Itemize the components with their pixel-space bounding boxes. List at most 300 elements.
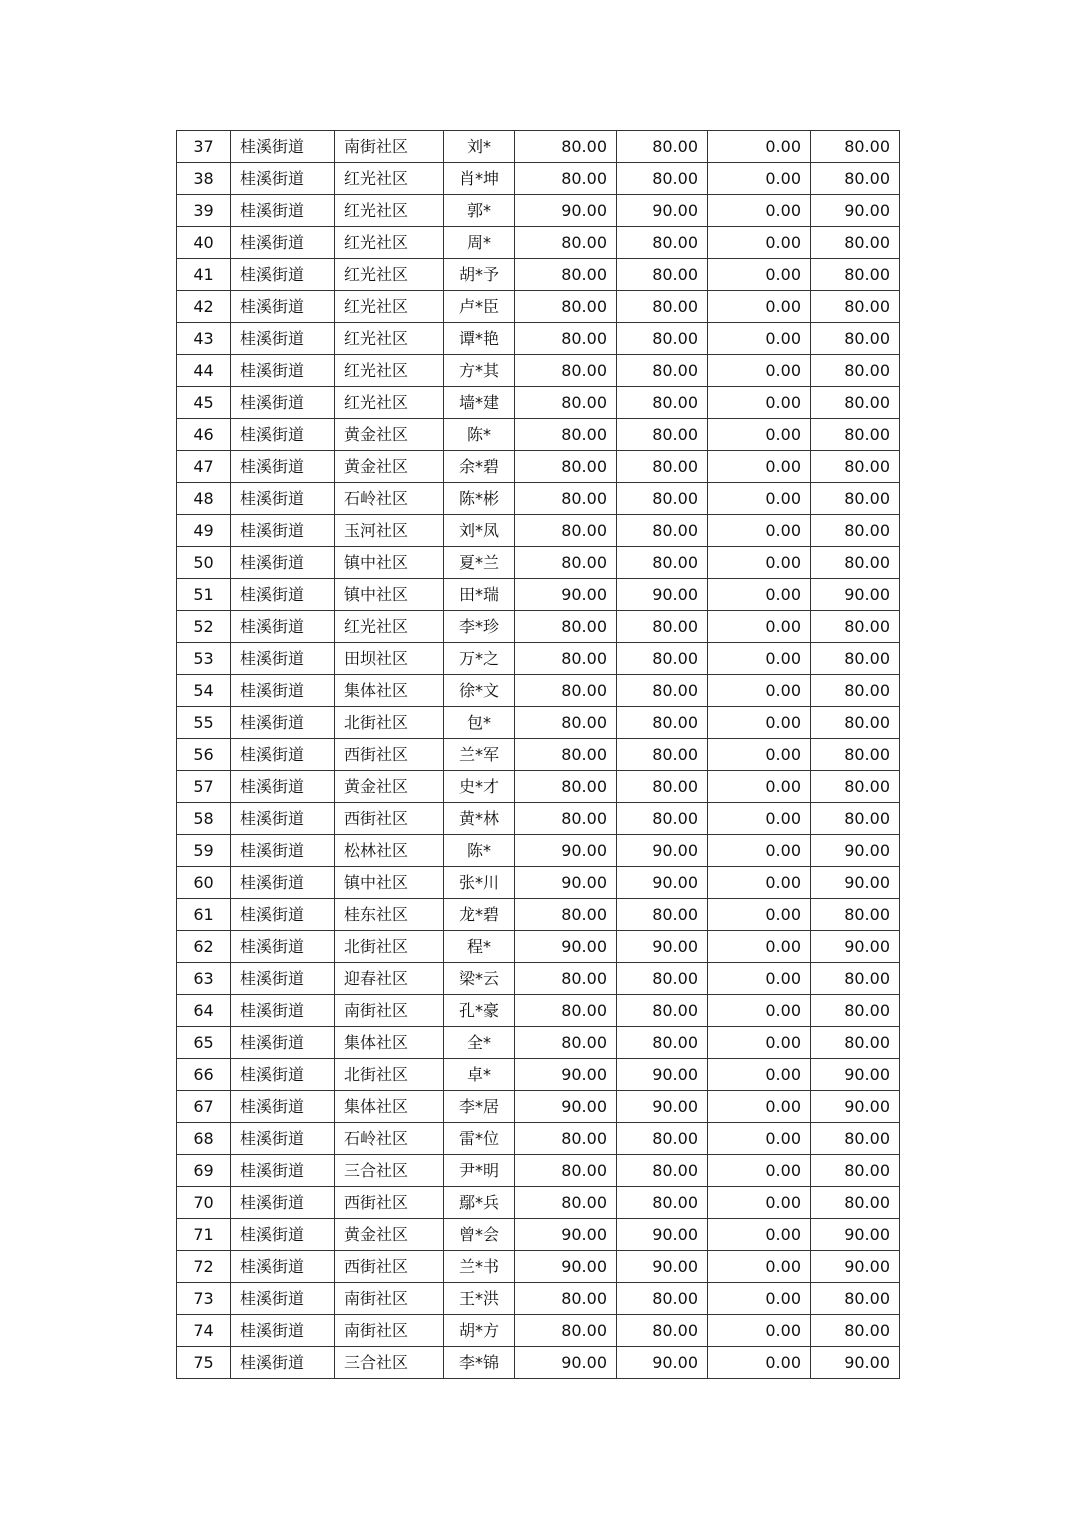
row-number-cell: 72 xyxy=(177,1251,231,1283)
row-number-cell: 65 xyxy=(177,1027,231,1059)
community-cell: 红光社区 xyxy=(335,291,444,323)
amount-cell-3: 0.00 xyxy=(708,259,811,291)
street-cell: 桂溪街道 xyxy=(231,163,335,195)
name-cell: 郭* xyxy=(444,195,515,227)
amount-cell-1: 80.00 xyxy=(515,547,617,579)
street-cell: 桂溪街道 xyxy=(231,1123,335,1155)
amount-cell-2: 90.00 xyxy=(617,195,708,227)
community-cell: 迎春社区 xyxy=(335,963,444,995)
amount-cell-4: 80.00 xyxy=(811,1027,900,1059)
name-cell: 余*碧 xyxy=(444,451,515,483)
amount-cell-1: 80.00 xyxy=(515,515,617,547)
community-cell: 南街社区 xyxy=(335,1283,444,1315)
row-number-cell: 71 xyxy=(177,1219,231,1251)
name-cell: 陈* xyxy=(444,419,515,451)
name-cell: 曾*会 xyxy=(444,1219,515,1251)
community-cell: 桂东社区 xyxy=(335,899,444,931)
amount-cell-3: 0.00 xyxy=(708,1187,811,1219)
row-number-cell: 47 xyxy=(177,451,231,483)
street-cell: 桂溪街道 xyxy=(231,1091,335,1123)
amount-cell-3: 0.00 xyxy=(708,1123,811,1155)
amount-cell-2: 80.00 xyxy=(617,611,708,643)
name-cell: 徐*文 xyxy=(444,675,515,707)
row-number-cell: 41 xyxy=(177,259,231,291)
name-cell: 周* xyxy=(444,227,515,259)
name-cell: 张*川 xyxy=(444,867,515,899)
amount-cell-1: 80.00 xyxy=(515,227,617,259)
amount-cell-3: 0.00 xyxy=(708,323,811,355)
street-cell: 桂溪街道 xyxy=(231,547,335,579)
amount-cell-1: 80.00 xyxy=(515,163,617,195)
name-cell: 龙*碧 xyxy=(444,899,515,931)
row-number-cell: 59 xyxy=(177,835,231,867)
amount-cell-4: 80.00 xyxy=(811,803,900,835)
amount-cell-4: 80.00 xyxy=(811,1187,900,1219)
amount-cell-3: 0.00 xyxy=(708,867,811,899)
street-cell: 桂溪街道 xyxy=(231,707,335,739)
street-cell: 桂溪街道 xyxy=(231,419,335,451)
table-row xyxy=(177,483,900,515)
row-number-cell: 64 xyxy=(177,995,231,1027)
street-cell: 桂溪街道 xyxy=(231,1219,335,1251)
name-cell: 兰*军 xyxy=(444,739,515,771)
amount-cell-2: 90.00 xyxy=(617,1251,708,1283)
amount-cell-2: 80.00 xyxy=(617,131,708,163)
street-cell: 桂溪街道 xyxy=(231,739,335,771)
community-cell: 镇中社区 xyxy=(335,579,444,611)
table-row xyxy=(177,867,900,899)
amount-cell-3: 0.00 xyxy=(708,483,811,515)
name-cell: 包* xyxy=(444,707,515,739)
amount-cell-2: 90.00 xyxy=(617,1091,708,1123)
row-number-cell: 46 xyxy=(177,419,231,451)
name-cell: 雷*位 xyxy=(444,1123,515,1155)
amount-cell-1: 80.00 xyxy=(515,387,617,419)
amount-cell-4: 80.00 xyxy=(811,227,900,259)
street-cell: 桂溪街道 xyxy=(231,1283,335,1315)
row-number-cell: 67 xyxy=(177,1091,231,1123)
street-cell: 桂溪街道 xyxy=(231,899,335,931)
amount-cell-2: 80.00 xyxy=(617,387,708,419)
amount-cell-4: 90.00 xyxy=(811,195,900,227)
community-cell: 红光社区 xyxy=(335,387,444,419)
row-number-cell: 49 xyxy=(177,515,231,547)
amount-cell-3: 0.00 xyxy=(708,547,811,579)
table-row xyxy=(177,1091,900,1123)
name-cell: 夏*兰 xyxy=(444,547,515,579)
name-cell: 尹*明 xyxy=(444,1155,515,1187)
amount-cell-4: 80.00 xyxy=(811,387,900,419)
amount-cell-3: 0.00 xyxy=(708,515,811,547)
amount-cell-3: 0.00 xyxy=(708,803,811,835)
amount-cell-2: 80.00 xyxy=(617,803,708,835)
amount-cell-2: 90.00 xyxy=(617,579,708,611)
amount-cell-2: 80.00 xyxy=(617,707,708,739)
amount-cell-2: 80.00 xyxy=(617,323,708,355)
row-number-cell: 73 xyxy=(177,1283,231,1315)
row-number-cell: 39 xyxy=(177,195,231,227)
amount-cell-2: 80.00 xyxy=(617,771,708,803)
street-cell: 桂溪街道 xyxy=(231,835,335,867)
amount-cell-2: 90.00 xyxy=(617,1347,708,1379)
table-row xyxy=(177,995,900,1027)
amount-cell-1: 90.00 xyxy=(515,579,617,611)
amount-cell-3: 0.00 xyxy=(708,355,811,387)
table-row xyxy=(177,611,900,643)
amount-cell-1: 80.00 xyxy=(515,611,617,643)
amount-cell-3: 0.00 xyxy=(708,707,811,739)
amount-cell-2: 90.00 xyxy=(617,867,708,899)
amount-cell-2: 80.00 xyxy=(617,675,708,707)
amount-cell-4: 90.00 xyxy=(811,931,900,963)
amount-cell-1: 80.00 xyxy=(515,1123,617,1155)
name-cell: 孔*豪 xyxy=(444,995,515,1027)
amount-cell-1: 80.00 xyxy=(515,1283,617,1315)
table-row xyxy=(177,195,900,227)
amount-cell-1: 90.00 xyxy=(515,1347,617,1379)
name-cell: 陈*彬 xyxy=(444,483,515,515)
amount-cell-3: 0.00 xyxy=(708,163,811,195)
name-cell: 李*珍 xyxy=(444,611,515,643)
table-row xyxy=(177,1251,900,1283)
table-body xyxy=(177,131,900,1379)
amount-cell-4: 80.00 xyxy=(811,707,900,739)
table-row xyxy=(177,835,900,867)
amount-cell-2: 80.00 xyxy=(617,419,708,451)
community-cell: 红光社区 xyxy=(335,227,444,259)
amount-cell-2: 80.00 xyxy=(617,451,708,483)
amount-cell-2: 90.00 xyxy=(617,835,708,867)
amount-cell-4: 80.00 xyxy=(811,1155,900,1187)
amount-cell-2: 80.00 xyxy=(617,1187,708,1219)
street-cell: 桂溪街道 xyxy=(231,515,335,547)
amount-cell-4: 80.00 xyxy=(811,771,900,803)
amount-cell-1: 80.00 xyxy=(515,355,617,387)
table-row xyxy=(177,803,900,835)
amount-cell-4: 80.00 xyxy=(811,323,900,355)
community-cell: 集体社区 xyxy=(335,675,444,707)
street-cell: 桂溪街道 xyxy=(231,675,335,707)
community-cell: 南街社区 xyxy=(335,131,444,163)
community-cell: 西街社区 xyxy=(335,1187,444,1219)
amount-cell-2: 80.00 xyxy=(617,1315,708,1347)
row-number-cell: 43 xyxy=(177,323,231,355)
amount-cell-2: 80.00 xyxy=(617,515,708,547)
community-cell: 南街社区 xyxy=(335,1315,444,1347)
community-cell: 三合社区 xyxy=(335,1347,444,1379)
table-row xyxy=(177,163,900,195)
street-cell: 桂溪街道 xyxy=(231,195,335,227)
community-cell: 西街社区 xyxy=(335,1251,444,1283)
amount-cell-1: 90.00 xyxy=(515,1219,617,1251)
amount-cell-3: 0.00 xyxy=(708,1315,811,1347)
amount-cell-1: 80.00 xyxy=(515,963,617,995)
street-cell: 桂溪街道 xyxy=(231,1187,335,1219)
amount-cell-4: 90.00 xyxy=(811,867,900,899)
name-cell: 黄*林 xyxy=(444,803,515,835)
name-cell: 刘*凤 xyxy=(444,515,515,547)
community-cell: 红光社区 xyxy=(335,195,444,227)
amount-cell-3: 0.00 xyxy=(708,419,811,451)
amount-cell-2: 80.00 xyxy=(617,163,708,195)
amount-cell-4: 90.00 xyxy=(811,1059,900,1091)
amount-cell-3: 0.00 xyxy=(708,579,811,611)
table-row xyxy=(177,1155,900,1187)
amount-cell-1: 90.00 xyxy=(515,1251,617,1283)
street-cell: 桂溪街道 xyxy=(231,483,335,515)
amount-cell-1: 80.00 xyxy=(515,771,617,803)
amount-cell-1: 90.00 xyxy=(515,867,617,899)
amount-cell-3: 0.00 xyxy=(708,835,811,867)
table-row xyxy=(177,259,900,291)
amount-cell-2: 90.00 xyxy=(617,1059,708,1091)
amount-cell-3: 0.00 xyxy=(708,771,811,803)
amount-cell-4: 80.00 xyxy=(811,1283,900,1315)
row-number-cell: 53 xyxy=(177,643,231,675)
table-row xyxy=(177,1315,900,1347)
street-cell: 桂溪街道 xyxy=(231,1347,335,1379)
amount-cell-4: 80.00 xyxy=(811,963,900,995)
community-cell: 红光社区 xyxy=(335,259,444,291)
amount-cell-2: 80.00 xyxy=(617,259,708,291)
amount-cell-1: 80.00 xyxy=(515,1315,617,1347)
amount-cell-4: 80.00 xyxy=(811,355,900,387)
row-number-cell: 54 xyxy=(177,675,231,707)
amount-cell-3: 0.00 xyxy=(708,1027,811,1059)
table-row xyxy=(177,131,900,163)
amount-cell-4: 80.00 xyxy=(811,643,900,675)
name-cell: 肖*坤 xyxy=(444,163,515,195)
amount-cell-4: 80.00 xyxy=(811,291,900,323)
amount-cell-3: 0.00 xyxy=(708,131,811,163)
amount-cell-2: 80.00 xyxy=(617,1027,708,1059)
amount-cell-4: 80.00 xyxy=(811,547,900,579)
street-cell: 桂溪街道 xyxy=(231,291,335,323)
amount-cell-1: 90.00 xyxy=(515,835,617,867)
amount-cell-4: 80.00 xyxy=(811,995,900,1027)
community-cell: 北街社区 xyxy=(335,1059,444,1091)
amount-cell-1: 90.00 xyxy=(515,1091,617,1123)
table-row xyxy=(177,547,900,579)
name-cell: 程* xyxy=(444,931,515,963)
amount-cell-4: 80.00 xyxy=(811,419,900,451)
amount-cell-4: 90.00 xyxy=(811,835,900,867)
amount-cell-3: 0.00 xyxy=(708,1251,811,1283)
table-row xyxy=(177,963,900,995)
street-cell: 桂溪街道 xyxy=(231,579,335,611)
community-cell: 石岭社区 xyxy=(335,483,444,515)
amount-cell-2: 80.00 xyxy=(617,1155,708,1187)
amount-cell-4: 80.00 xyxy=(811,1123,900,1155)
community-cell: 黄金社区 xyxy=(335,771,444,803)
amount-cell-3: 0.00 xyxy=(708,899,811,931)
amount-cell-2: 80.00 xyxy=(617,227,708,259)
amount-cell-4: 80.00 xyxy=(811,131,900,163)
table-row xyxy=(177,675,900,707)
community-cell: 石岭社区 xyxy=(335,1123,444,1155)
amount-cell-2: 80.00 xyxy=(617,643,708,675)
community-cell: 黄金社区 xyxy=(335,1219,444,1251)
street-cell: 桂溪街道 xyxy=(231,867,335,899)
amount-cell-2: 80.00 xyxy=(617,291,708,323)
community-cell: 北街社区 xyxy=(335,707,444,739)
row-number-cell: 45 xyxy=(177,387,231,419)
table-row xyxy=(177,227,900,259)
table-row xyxy=(177,643,900,675)
table-row xyxy=(177,323,900,355)
name-cell: 胡*方 xyxy=(444,1315,515,1347)
amount-cell-1: 80.00 xyxy=(515,451,617,483)
amount-cell-1: 80.00 xyxy=(515,899,617,931)
row-number-cell: 50 xyxy=(177,547,231,579)
amount-cell-3: 0.00 xyxy=(708,291,811,323)
street-cell: 桂溪街道 xyxy=(231,451,335,483)
community-cell: 红光社区 xyxy=(335,323,444,355)
table-row xyxy=(177,1283,900,1315)
row-number-cell: 66 xyxy=(177,1059,231,1091)
name-cell: 墙*建 xyxy=(444,387,515,419)
community-cell: 黄金社区 xyxy=(335,419,444,451)
community-cell: 北街社区 xyxy=(335,931,444,963)
amount-cell-4: 80.00 xyxy=(811,675,900,707)
row-number-cell: 69 xyxy=(177,1155,231,1187)
amount-cell-1: 80.00 xyxy=(515,803,617,835)
data-table xyxy=(176,130,900,1379)
street-cell: 桂溪街道 xyxy=(231,1251,335,1283)
name-cell: 卓* xyxy=(444,1059,515,1091)
table-row xyxy=(177,771,900,803)
row-number-cell: 60 xyxy=(177,867,231,899)
street-cell: 桂溪街道 xyxy=(231,259,335,291)
amount-cell-1: 90.00 xyxy=(515,1059,617,1091)
amount-cell-3: 0.00 xyxy=(708,227,811,259)
row-number-cell: 51 xyxy=(177,579,231,611)
amount-cell-4: 80.00 xyxy=(811,739,900,771)
community-cell: 集体社区 xyxy=(335,1027,444,1059)
amount-cell-4: 80.00 xyxy=(811,611,900,643)
name-cell: 李*居 xyxy=(444,1091,515,1123)
amount-cell-3: 0.00 xyxy=(708,451,811,483)
row-number-cell: 63 xyxy=(177,963,231,995)
amount-cell-3: 0.00 xyxy=(708,1091,811,1123)
table-row xyxy=(177,355,900,387)
street-cell: 桂溪街道 xyxy=(231,1027,335,1059)
row-number-cell: 75 xyxy=(177,1347,231,1379)
amount-cell-1: 80.00 xyxy=(515,483,617,515)
name-cell: 方*其 xyxy=(444,355,515,387)
amount-cell-4: 90.00 xyxy=(811,1251,900,1283)
amount-cell-2: 80.00 xyxy=(617,739,708,771)
street-cell: 桂溪街道 xyxy=(231,995,335,1027)
amount-cell-1: 80.00 xyxy=(515,675,617,707)
table-row xyxy=(177,739,900,771)
street-cell: 桂溪街道 xyxy=(231,355,335,387)
name-cell: 万*之 xyxy=(444,643,515,675)
street-cell: 桂溪街道 xyxy=(231,131,335,163)
amount-cell-3: 0.00 xyxy=(708,387,811,419)
row-number-cell: 48 xyxy=(177,483,231,515)
community-cell: 南街社区 xyxy=(335,995,444,1027)
table-row xyxy=(177,579,900,611)
name-cell: 鄢*兵 xyxy=(444,1187,515,1219)
row-number-cell: 42 xyxy=(177,291,231,323)
community-cell: 西街社区 xyxy=(335,739,444,771)
amount-cell-3: 0.00 xyxy=(708,1059,811,1091)
row-number-cell: 40 xyxy=(177,227,231,259)
amount-cell-4: 80.00 xyxy=(811,515,900,547)
table-row xyxy=(177,707,900,739)
street-cell: 桂溪街道 xyxy=(231,1155,335,1187)
amount-cell-1: 80.00 xyxy=(515,1027,617,1059)
name-cell: 李*锦 xyxy=(444,1347,515,1379)
name-cell: 卢*臣 xyxy=(444,291,515,323)
community-cell: 红光社区 xyxy=(335,163,444,195)
row-number-cell: 74 xyxy=(177,1315,231,1347)
amount-cell-1: 80.00 xyxy=(515,131,617,163)
table-row xyxy=(177,899,900,931)
table-row xyxy=(177,291,900,323)
community-cell: 集体社区 xyxy=(335,1091,444,1123)
name-cell: 兰*书 xyxy=(444,1251,515,1283)
amount-cell-4: 90.00 xyxy=(811,1347,900,1379)
row-number-cell: 62 xyxy=(177,931,231,963)
street-cell: 桂溪街道 xyxy=(231,803,335,835)
amount-cell-4: 80.00 xyxy=(811,451,900,483)
amount-cell-3: 0.00 xyxy=(708,1155,811,1187)
name-cell: 全* xyxy=(444,1027,515,1059)
community-cell: 镇中社区 xyxy=(335,547,444,579)
amount-cell-1: 80.00 xyxy=(515,739,617,771)
street-cell: 桂溪街道 xyxy=(231,771,335,803)
row-number-cell: 68 xyxy=(177,1123,231,1155)
name-cell: 陈* xyxy=(444,835,515,867)
name-cell: 刘* xyxy=(444,131,515,163)
name-cell: 田*瑞 xyxy=(444,579,515,611)
table-row xyxy=(177,419,900,451)
street-cell: 桂溪街道 xyxy=(231,227,335,259)
community-cell: 玉河社区 xyxy=(335,515,444,547)
street-cell: 桂溪街道 xyxy=(231,643,335,675)
community-cell: 三合社区 xyxy=(335,1155,444,1187)
amount-cell-3: 0.00 xyxy=(708,1283,811,1315)
table-row xyxy=(177,1187,900,1219)
street-cell: 桂溪街道 xyxy=(231,323,335,355)
amount-cell-2: 80.00 xyxy=(617,963,708,995)
community-cell: 西街社区 xyxy=(335,803,444,835)
amount-cell-2: 80.00 xyxy=(617,483,708,515)
community-cell: 田坝社区 xyxy=(335,643,444,675)
table-row xyxy=(177,1219,900,1251)
community-cell: 黄金社区 xyxy=(335,451,444,483)
amount-cell-4: 80.00 xyxy=(811,259,900,291)
amount-cell-1: 80.00 xyxy=(515,1187,617,1219)
amount-cell-2: 80.00 xyxy=(617,899,708,931)
street-cell: 桂溪街道 xyxy=(231,1059,335,1091)
amount-cell-2: 80.00 xyxy=(617,1123,708,1155)
amount-cell-1: 80.00 xyxy=(515,323,617,355)
amount-cell-4: 80.00 xyxy=(811,899,900,931)
row-number-cell: 57 xyxy=(177,771,231,803)
street-cell: 桂溪街道 xyxy=(231,931,335,963)
community-cell: 松林社区 xyxy=(335,835,444,867)
table-row xyxy=(177,931,900,963)
street-cell: 桂溪街道 xyxy=(231,963,335,995)
amount-cell-4: 80.00 xyxy=(811,1315,900,1347)
amount-cell-3: 0.00 xyxy=(708,995,811,1027)
amount-cell-3: 0.00 xyxy=(708,675,811,707)
amount-cell-1: 80.00 xyxy=(515,1155,617,1187)
table-row xyxy=(177,1347,900,1379)
